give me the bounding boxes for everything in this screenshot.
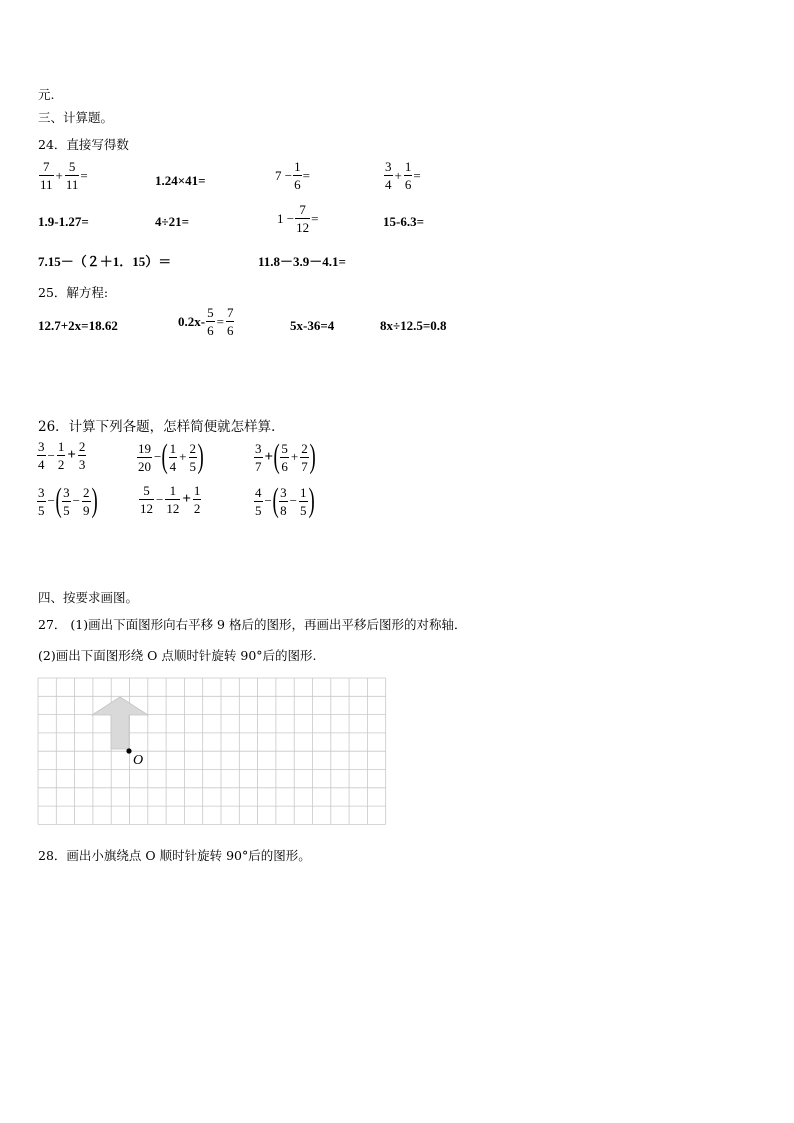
- q25-eq1: 12.7+2x=18.62: [38, 318, 118, 333]
- q25-eq2: 0.2x- $\frac{5}{6}$ = $\frac{7}{6}$: [178, 305, 234, 338]
- section-4-title: 四、按要求画图。: [38, 590, 139, 605]
- q24-r1-e4: $\frac{3}{4}$ + $\frac{1}{6}$ =: [385, 159, 421, 192]
- q27-line1: 27． (1)画出下面图形向右平移 9 格后的图形，再画出平移后图形的对称轴．: [38, 617, 467, 632]
- q24-r3-e2: 11.8－3.9－4.1=: [258, 254, 346, 269]
- q24-r1-e2: 1.24×41=: [155, 173, 206, 188]
- q26-r1-e2: $\frac{19}{20}$ − ( $\frac{1}{4}$ + $\frac{2}{5}$ ): [138, 438, 204, 475]
- point-o-label: O: [133, 753, 144, 768]
- q24-r2-e3: 1 − $\frac{7}{12}$ =: [277, 202, 319, 235]
- up-arrow-shape: [92, 697, 148, 749]
- q26-r2-e3: $\frac{4}{5}$ − ( $\frac{3}{8}$ − $\frac{1}{5}$ ): [255, 482, 315, 519]
- q26-r1-e3: $\frac{3}{7}$ + ( $\frac{5}{6}$ + $\frac{2}{7}$ ): [255, 438, 316, 475]
- q24-r2-e2: 4÷21=: [155, 214, 190, 229]
- q24-r1-e3: 7 − $\frac{1}{6}$ =: [275, 159, 310, 192]
- q26-r1-e1: $\frac{3}{4}$ − $\frac{1}{2}$ + $\frac{2}{3}$: [38, 439, 86, 472]
- q26-r2-e2: $\frac{5}{12}$ − $\frac{1}{12}$ + $\frac{1}{2}$: [140, 483, 201, 516]
- q24-r1-e1: $\frac{7}{11}$ + $\frac{5}{11}$ =: [40, 159, 88, 192]
- q24-r2-e4: 15-6.3=: [383, 214, 424, 229]
- q25-title: 25．解方程:: [38, 285, 109, 300]
- q28-text: 28．画出小旗绕点 O 顺时针旋转 90°后的图形。: [38, 848, 311, 863]
- q26-title: 26．计算下列各题，怎样简便就怎样算．: [38, 419, 285, 435]
- section-3-title: 三、计算题。: [38, 110, 114, 125]
- q25-eq4: 8x÷12.5=0.8: [380, 318, 447, 333]
- q26-r2-e1: $\frac{3}{5}$ − ( $\frac{3}{5}$ − $\frac{2}{9}$ ): [38, 482, 98, 519]
- q24-title: 24．直接写得数: [38, 137, 129, 152]
- q24-r2-e1: 1.9-1.27=: [38, 214, 89, 229]
- header-fragment: 元.: [38, 87, 55, 102]
- q27-line2: (2)画出下面图形绕 O 点顺时针旋转 90°后的图形.: [38, 648, 317, 663]
- q27-grid-figure: [37, 677, 389, 827]
- point-o: [126, 748, 131, 753]
- q24-r3-e1: 7.15－（２＋1．15）＝: [38, 254, 172, 269]
- q25-eq3: 5x-36=4: [290, 318, 335, 333]
- grid-lines: [38, 678, 386, 824]
